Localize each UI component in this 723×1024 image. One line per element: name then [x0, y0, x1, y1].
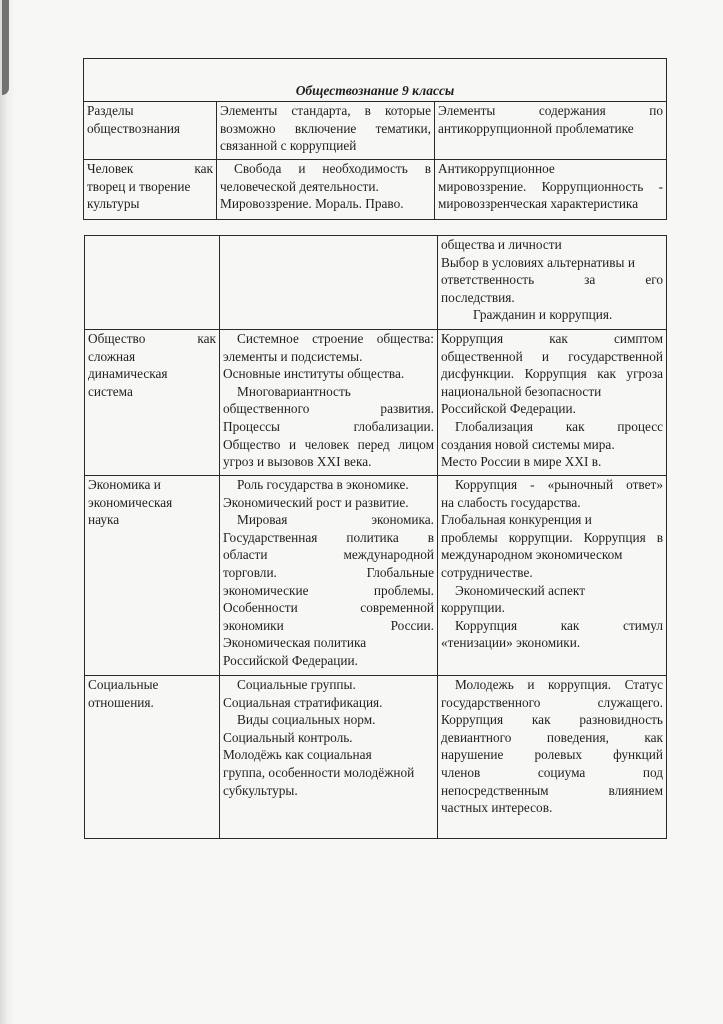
text-line: экономические проблемы. [223, 582, 434, 598]
text-line: сотрудничестве. [441, 564, 533, 580]
table-row [85, 330, 667, 476]
section-cell [85, 236, 220, 330]
content-cell [438, 330, 667, 476]
section-cell [85, 476, 220, 676]
text-line: наука [88, 512, 120, 528]
text-line: возможно включение тематики, [220, 120, 431, 136]
text-line: Коррупция как стимул [455, 617, 663, 633]
text-line: Место России в мире XXI в. [441, 454, 602, 470]
text-line: группа, особенности молодёжной [223, 764, 415, 780]
text-line: отношения. [88, 694, 154, 710]
text-line: Свобода и необходимость в [234, 161, 431, 176]
text-line: сложная [88, 348, 136, 364]
standard-cell [217, 160, 435, 220]
table-row [85, 676, 667, 839]
text-line: государственного служащего. [441, 694, 663, 710]
text-line: Глобальная конкуренция и [441, 512, 592, 528]
text-line: динамическая [88, 366, 168, 382]
text-line: Виды социальных норм. [237, 712, 376, 728]
text-line: Разделы [87, 103, 134, 118]
text-line: Российской Федерации. [441, 401, 576, 417]
section-cell [85, 330, 220, 476]
section-cell [84, 160, 217, 220]
text-line: Роль государства в экономике. [237, 477, 409, 492]
text-line: ответственность за его [441, 272, 663, 288]
text-line: международном экономическом [441, 547, 623, 563]
text-line: Экономический рост и развитие. [223, 494, 409, 510]
text-line: последствия. [441, 289, 515, 305]
text-line: человеческой деятельности. [220, 178, 379, 194]
text-line: Общество как [88, 331, 216, 346]
text-line: непосредственным влиянием [441, 782, 663, 798]
text-line: Коррупция как разновидность [441, 712, 663, 728]
text-line: Социальный контроль. [223, 729, 353, 745]
section-cell [85, 676, 220, 839]
header-sections [84, 102, 217, 160]
standard-cell [220, 330, 438, 476]
text-line: Человек как [87, 161, 213, 176]
text-line: общественной и государственной [441, 348, 663, 364]
table-row [84, 160, 667, 220]
header-standard-elements [217, 102, 435, 160]
title-row [84, 59, 667, 102]
text-line: «тенизации» экономики. [441, 635, 581, 651]
text-line: области международной [223, 547, 434, 563]
text-line: Социальная стратификация. [223, 694, 383, 710]
text-line: антикоррупционной проблематике [438, 120, 634, 136]
text-line: на слабость государства. [441, 494, 581, 510]
text-line: нарушение ролевых функций [441, 747, 663, 763]
text-line: Социальные [88, 677, 159, 692]
text-line: мировоззренческая характеристика [438, 196, 639, 212]
header-row [84, 102, 667, 160]
content-cell [438, 476, 667, 676]
text-line: Системное строение общества: [237, 331, 434, 346]
text-line: Основные институты общества. [223, 366, 405, 382]
text-line: общества и личности [441, 237, 562, 252]
text-line: создания новой системы мира. [441, 436, 615, 452]
text-line: система [88, 383, 133, 399]
content-cell [438, 676, 667, 839]
text-line: Гражданин и коррупция. [473, 307, 613, 323]
text-line: субкультуры. [223, 782, 298, 798]
text-line: Государственная политика в [223, 529, 434, 545]
content-cell [438, 236, 667, 330]
text-line: Молодёжь как социальная [223, 747, 372, 763]
text-line: Молодежь и коррупция. Статус [455, 677, 663, 692]
text-line: национальной безопасности [441, 383, 602, 399]
table-row [85, 236, 667, 330]
text-line: проблемы коррупции. Коррупция в [441, 529, 663, 545]
text-line: экономическая [88, 494, 173, 510]
text-line: Особенности современной [223, 600, 434, 616]
text-line: обществознания [87, 120, 181, 136]
text-line: Элементы содержания по [438, 103, 664, 118]
text-line: Глобализация как процесс [455, 418, 663, 434]
text-line: Коррупция как симптом [441, 331, 663, 346]
text-line: Мировая экономика. [237, 512, 434, 528]
text-line: коррупции. [441, 600, 505, 616]
standard-cell [220, 236, 438, 330]
standard-cell [220, 476, 438, 676]
curriculum-table-top [83, 58, 667, 220]
text-line: экономики России. [223, 617, 434, 633]
text-line: творец и творение [87, 178, 191, 194]
standard-cell [220, 676, 438, 839]
text-line: Элементы стандарта, в которые [220, 103, 431, 118]
text-line: мировоззрение. Коррупционность - [438, 178, 664, 194]
text-line: Социальные группы. [237, 677, 356, 692]
text-line: связанной с коррупцией [220, 138, 357, 154]
text-line: Экономика и [88, 477, 161, 492]
text-line: дисфункции. Коррупция как угроза [441, 366, 663, 382]
text-line: Общество и человек перед лицом [223, 436, 434, 452]
table-row [85, 476, 667, 676]
text-line: торговли. Глобальные [223, 564, 434, 580]
text-line: Процессы глобализации. [223, 418, 434, 434]
curriculum-table-continued [84, 235, 667, 839]
text-line: Мировоззрение. Мораль. Право. [220, 196, 404, 212]
text-line: Коррупция - «рыночный ответ» [455, 477, 663, 492]
text-line: Выбор в условиях альтернативы и [441, 254, 635, 270]
scan-edge-shadow [0, 0, 16, 1024]
content-cell [435, 160, 667, 220]
text-line: культуры [87, 196, 140, 212]
text-line: Экономический аспект [455, 582, 586, 598]
text-line: частных интересов. [441, 800, 553, 816]
text-line: угроз и вызовов XXI века. [223, 454, 372, 470]
text-line: элементы и подсистемы. [223, 348, 363, 364]
text-line: общественного развития. [223, 401, 434, 417]
text-line: девиантного поведения, как [441, 729, 663, 745]
table-title: Обществознание 9 классы [84, 59, 667, 102]
text-line: Многовариантность [237, 383, 351, 399]
text-line: Российской Федерации. [223, 652, 358, 668]
text-line: Экономическая политика [223, 635, 367, 651]
text-line: членов социума под [441, 764, 663, 780]
header-content-elements [435, 102, 667, 160]
text-line: Антикоррупционное [438, 161, 555, 176]
